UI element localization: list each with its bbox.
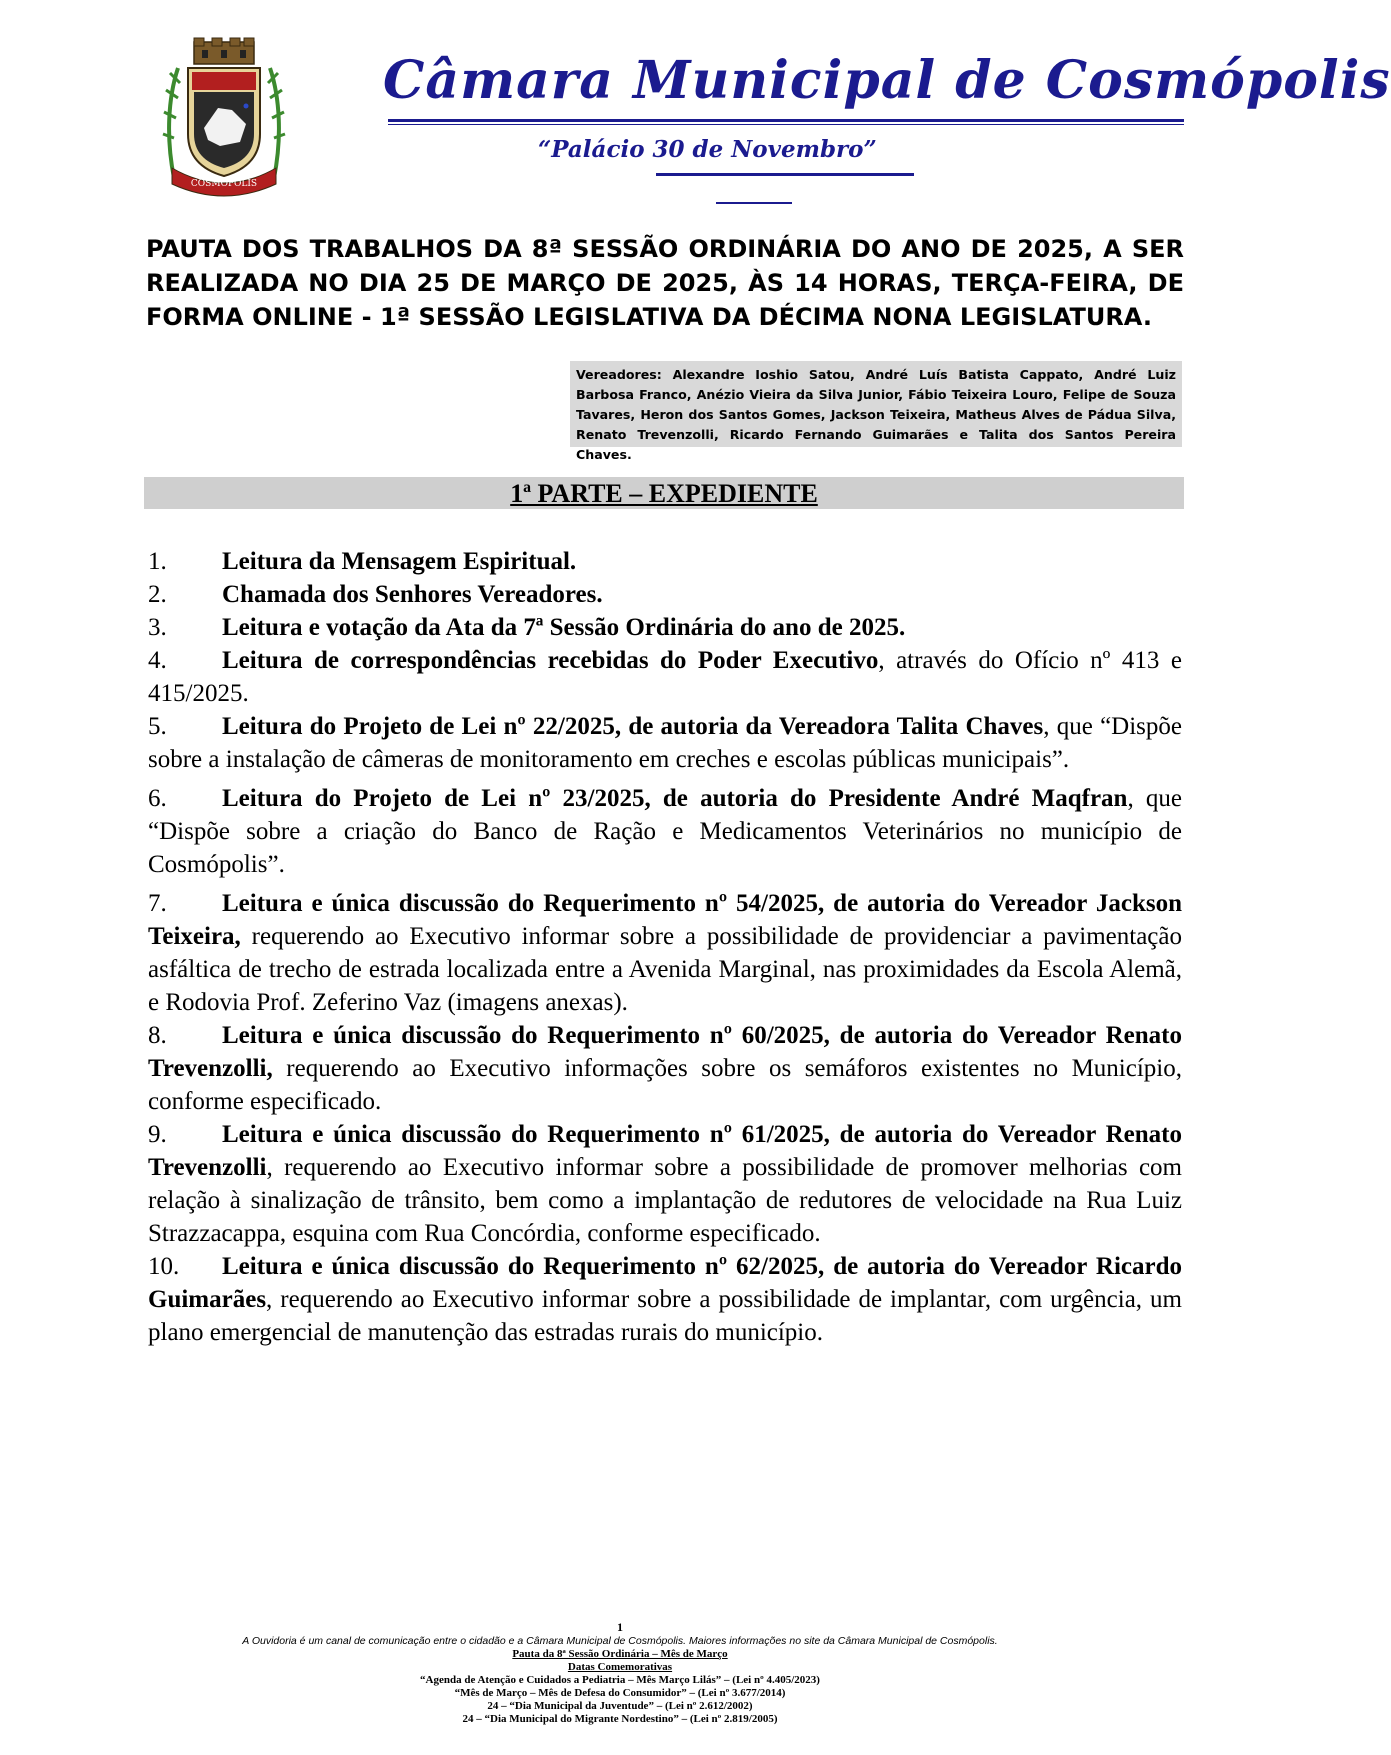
heading-line: PAUTA DOS TRABALHOS DA 8ª SESSÃO ORDINÁRIA DO ANO DE 2025, A SER [146,235,1184,263]
page-subtitle: “Palácio 30 de Novembro” [538,136,877,163]
datas-item: 24 – “Dia Municipal da Juventude” – (Lei nº 2.612/2002) [487,1700,753,1712]
list-item: 6. Leitura do Projeto de Lei nº 23/2025, de autoria do Presidente André Maqfran, que “Dispõe sobre a criação do Banco de Ração e Medicamentos Veterinários no município de Cosmópolis”. [148,785,1182,878]
list-item: 9. Leitura e única discussão do Requerimento nº 61/2025, de autoria do Vereador Renato Trevenzolli, requerendo ao Executivo informar sobre a possibilidade de promover melhorias com relação à sinalização de trânsito, bem como a implantação de redutores de velocidade na Rua Luiz Strazzacappa, esquina com Rua Concórdia, conforme especificado. [148,1121,1182,1247]
list-item: 2. Chamada dos Senhores Vereadores. [148,581,603,608]
title-underline [388,119,1184,122]
list-item: 4. Leitura de correspondências recebidas do Poder Executivo, através do Ofício nº 413 e 415/2025. [148,647,1182,707]
list-item: 7. Leitura e única discussão do Requerimento nº 54/2025, de autoria do Vereador Jackson Teixeira, requerendo ao Executivo informar sobre a possibilidade de providenciar a pavimentação asfáltica de trecho de estrada localizada entre a Avenida Marginal, nas proximidades da Escola Alemã, e Rodovia Prof. Zeferino Vaz (imagens anexas). [148,890,1182,1016]
crest-label: COSMÓPOLIS [190,179,258,189]
page-number: 1 [617,1620,623,1634]
title-underline-thin [388,124,1184,125]
subtitle-underline [656,173,914,176]
list-item: 8. Leitura e única discussão do Requerimento nº 60/2025, de autoria do Vereador Renato Trevenzolli, requerendo ao Executivo informações sobre os semáforos existentes no Município, conforme especificado. [148,1022,1182,1115]
heading-line: REALIZADA NO DIA 25 DE MARÇO DE 2025, ÀS 14 HORAS, TERÇA-FEIRA, DE [146,269,1184,297]
session-heading [146,232,1184,334]
list-item: 5. Leitura do Projeto de Lei nº 22/2025, de autoria da Vereadora Talita Chaves, que “Dispõe sobre a instalação de câmeras de monitoramento em creches e escolas públicas municipais”. [148,713,1182,773]
agenda-list [148,545,1182,1349]
subtitle-rule [716,202,792,204]
pauta-line: Pauta da 8ª Sessão Ordinária – Mês de Março [512,1648,728,1660]
page-footer [200,1620,1040,1726]
list-item: 1. Leitura da Mensagem Espiritual. [148,548,577,575]
page-title: Câmara Municipal de Cosmópolis [383,50,1391,111]
list-item: 3. Leitura e votação da Ata da 7ª Sessão Ordinária do ano de 2025. [148,614,906,641]
datas-item: “Mês de Março – Mês de Defesa do Consumidor” – (Lei nº 3.677/2014) [454,1687,786,1699]
datas-item: 24 – “Dia Municipal do Migrante Nordestino” – (Lei nº 2.819/2005) [462,1713,778,1725]
datas-item: “Agenda de Atenção e Cuidados a Pediatria – Mês Março Lilás” – (Lei nº 4.405/2023) [420,1674,820,1686]
vereadores-box: Vereadores: Alexandre Ioshio Satou, André Luís Batista Cappato, André Luiz Barbosa Franco, Anézio Vieira da Silva Junior, Fábio Teixeira Louro, Felipe de Souza Tavares, Heron dos Santos Gomes, Jackson Teixeira, Matheus Alves de Pádua Silva, Renato Trevenzolli, Ricardo Fernando Guimarães e Talita dos Santos Pereira Chaves. [570,361,1182,447]
ouvidoria-note: A Ouvidoria é um canal de comunicação entre o cidadão e a Câmara Municipal de Cosmópolis. Maiores informações no site da Câmara Municipal de Cosmópolis. [242,1635,998,1647]
datas-title: Datas Comemorativas [567,1661,673,1673]
section-bar [144,477,1184,509]
section-title: 1ª PARTE – EXPEDIENTE [510,479,818,508]
list-item: 10. Leitura e única discussão do Requerimento nº 62/2025, de autoria do Vereador Ricardo Guimarães, requerendo ao Executivo informar sobre a possibilidade de implantar, com urgência, um plano emergencial de manutenção das estradas rurais do município. [148,1253,1182,1346]
city-crest-icon [160,38,288,196]
heading-line: FORMA ONLINE - 1ª SESSÃO LEGISLATIVA DA DÉCIMA NONA LEGISLATURA. [146,303,1152,331]
